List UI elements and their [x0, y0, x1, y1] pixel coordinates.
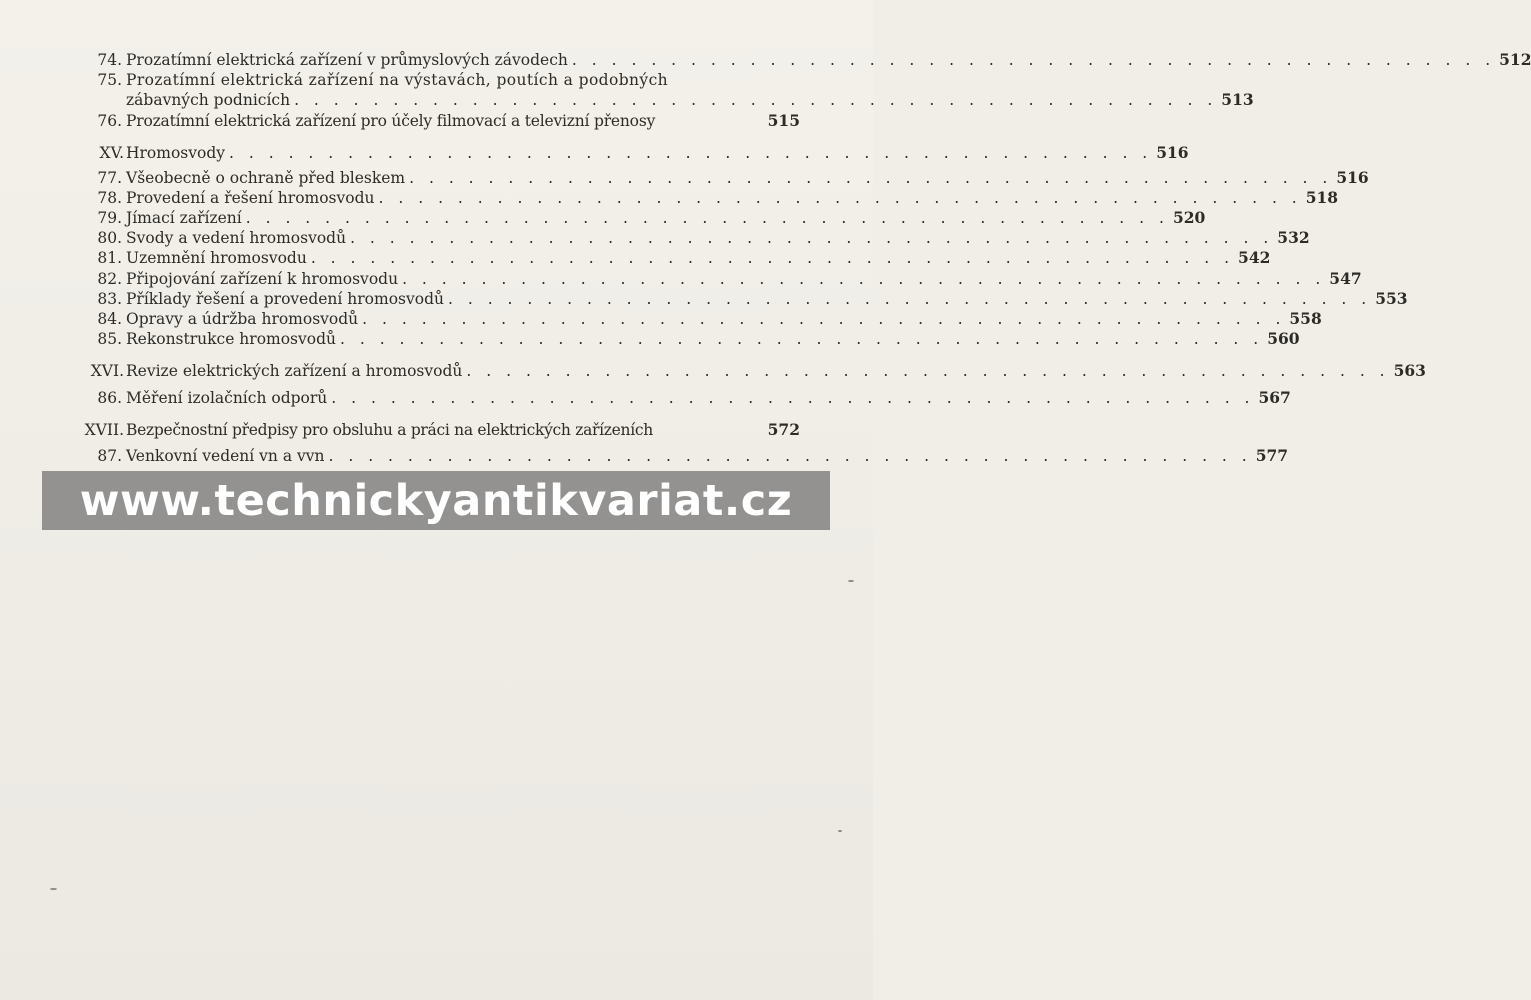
- paper-speck: [50, 888, 57, 890]
- entry-number: 79.: [97, 209, 122, 227]
- chapter-number: XVII.: [84, 420, 124, 439]
- entry-page: 558: [1289, 309, 1322, 328]
- toc-entry: [70, 167, 1369, 188]
- entry-number: 78.: [97, 188, 122, 207]
- entry-page: 512: [1499, 50, 1531, 69]
- entry-title: Provedení a řešení hromosvodu: [126, 188, 375, 207]
- entry-number: 76.: [97, 112, 122, 131]
- leader-dots: . . . . . . . . . . . . . . . . . . . . . . . . . . . . . . . . . . . . . . . . . . . . . . .: [331, 388, 1255, 407]
- entry-title: Venkovní vedení vn a vvn: [126, 447, 325, 465]
- leader-dots: . . . . . . . . . . . . . . . . . . . . . . . . . . . . . . . . . . . . . . . . . . . . . . .: [378, 188, 1302, 207]
- entry-title: Prozatímní elektrická zařízení v průmyslových závodech: [126, 51, 568, 69]
- entry-page: 560: [1267, 329, 1300, 349]
- entry-page: 516: [1156, 143, 1189, 163]
- entry-page: 532: [1277, 228, 1310, 248]
- entry-number: 84.: [97, 310, 122, 328]
- leader-dots: . . . . . . . . . . . . . . . . . . . . . . . . . . . . . . . . . . . . . . . . . . . . . . .: [466, 362, 1390, 381]
- entry-page: 513: [1221, 90, 1254, 110]
- leader-dots: . . . . . . . . . . . . . . . . . . . . . . . . . . . . . . . . . . . . . . . . . . . . . . .: [294, 91, 1218, 110]
- entry-title: Opravy a údržba hromosvodů: [126, 310, 359, 328]
- entry-title: Prozatímní elektrická zařízení pro účely filmovací a televizní přenosy: [126, 112, 656, 131]
- entry-title: Rekonstrukce hromosvodů: [126, 330, 336, 349]
- toc-chapter: [70, 143, 1189, 163]
- toc-entry: [70, 208, 1206, 228]
- chapter-title: Bezpečnostní předpisy pro obsluhu a práci na elektrických zařízeních: [126, 420, 653, 439]
- leader-dots: . . . . . . . . . . . . . . . . . . . . . . . . . . . . . . . . . . . . . . . . . . . . . . .: [571, 51, 1496, 69]
- entry-title: Jímací zařízení: [126, 209, 242, 227]
- toc-entry: [70, 228, 1310, 248]
- entry-number: 74.: [97, 51, 122, 69]
- chapter-number: XV.: [99, 144, 124, 163]
- entry-title: Uzemnění hromosvodu: [126, 249, 307, 268]
- entry-title: Příklady řešení a provedení hromosvodů: [126, 289, 444, 308]
- toc-entry: [70, 329, 1300, 349]
- paper-speck: [838, 830, 842, 832]
- toc-entry: [70, 70, 1254, 110]
- entry-page: 567: [1258, 387, 1291, 407]
- entry-page: 572: [767, 419, 800, 439]
- entry-title: Prozatímní elektrická zařízení na výstavách, poutích a podobných: [126, 71, 669, 90]
- leader-dots: . . . . . . . . . . . . . . . . . . . . . . . . . . . . . . . . . . . . . . . . . . . . . . .: [229, 144, 1153, 163]
- entry-page: 563: [1393, 361, 1426, 381]
- entry-page: 553: [1375, 288, 1408, 308]
- entry-title: Svody a vedení hromosvodů: [126, 229, 347, 248]
- leader-dots: . . . . . . . . . . . . . . . . . . . . . . . . . . . . . . . . . . . . . . . . . . . . . . .: [310, 249, 1235, 268]
- toc-entry: [70, 248, 1271, 268]
- entry-title: Měření izolačních odporů: [126, 388, 328, 407]
- entry-number: 83.: [97, 289, 122, 308]
- entry-page: 520: [1172, 208, 1206, 227]
- entry-number: 82.: [97, 269, 122, 288]
- chapter-title: Hromosvody: [126, 144, 226, 163]
- watermark-text: www.technickyantikvariat.cz: [79, 475, 793, 526]
- toc-entry: [70, 187, 1339, 208]
- paper-speck: [848, 580, 854, 582]
- toc-entry: [70, 268, 1362, 289]
- entry-page: 518: [1305, 187, 1339, 207]
- leader-dots: . . . . . . . . . . . . . . . . . . . . . . . . . . . . . . . . . . . . . . . . . . . . . . .: [448, 289, 1372, 308]
- watermark-banner: [42, 471, 830, 530]
- toc-entry: [70, 309, 1322, 329]
- toc-entry: [70, 111, 800, 131]
- leader-dots: . . . . . . . . . . . . . . . . . . . . . . . . . . . . . . . . . . . . . . . . . . . . . . .: [402, 269, 1326, 288]
- leader-dots: . . . . . . . . . . . . . . . . . . . . . . . . . . . . . . . . . . . . . . . . . . . . . . .: [245, 209, 1169, 227]
- entry-title: Všeobecně o ochraně před bleskem: [126, 168, 406, 187]
- leader-dots: . . . . . . . . . . . . . . . . . . . . . . . . . . . . . . . . . . . . . . . . . . . . . . .: [340, 330, 1264, 349]
- leader-dots: . . . . . . . . . . . . . . . . . . . . . . . . . . . . . . . . . . . . . . . . . . . . . . .: [350, 229, 1274, 248]
- entry-page: 547: [1329, 268, 1362, 288]
- toc-chapter: [70, 420, 800, 440]
- entry-title: Připojování zařízení k hromosvodu: [126, 269, 399, 288]
- leader-dots: . . . . . . . . . . . . . . . . . . . . . . . . . . . . . . . . . . . . . . . . . . . . . . .: [362, 310, 1286, 328]
- entry-page: 516: [1336, 167, 1369, 187]
- toc-entry: [70, 288, 1408, 309]
- entry-number: 81.: [97, 249, 122, 268]
- entry-page: 515: [767, 111, 800, 131]
- entry-number: 77.: [97, 168, 122, 187]
- toc-chapter: [70, 361, 1426, 381]
- entry-title-continued: zábavných podnicích: [126, 91, 291, 110]
- entry-number: 86.: [97, 388, 122, 407]
- entry-number: 85.: [97, 330, 122, 349]
- toc-entry: [70, 446, 1289, 466]
- leader-dots: . . . . . . . . . . . . . . . . . . . . . . . . . . . . . . . . . . . . . . . . . . . . . . .: [328, 447, 1252, 465]
- entry-number: 80.: [97, 229, 122, 248]
- toc-entry: [70, 387, 1291, 408]
- entry-page: 542: [1238, 248, 1271, 268]
- chapter-number: XVI.: [90, 362, 124, 381]
- entry-number: 75.: [97, 71, 122, 90]
- entry-page: 577: [1255, 446, 1289, 465]
- chapter-title: Revize elektrických zařízení a hromosvodů: [126, 362, 463, 381]
- leader-dots: . . . . . . . . . . . . . . . . . . . . . . . . . . . . . . . . . . . . . . . . . . . . . . .: [409, 168, 1333, 187]
- toc-entry: [70, 50, 1531, 70]
- entry-number: 87.: [97, 447, 122, 465]
